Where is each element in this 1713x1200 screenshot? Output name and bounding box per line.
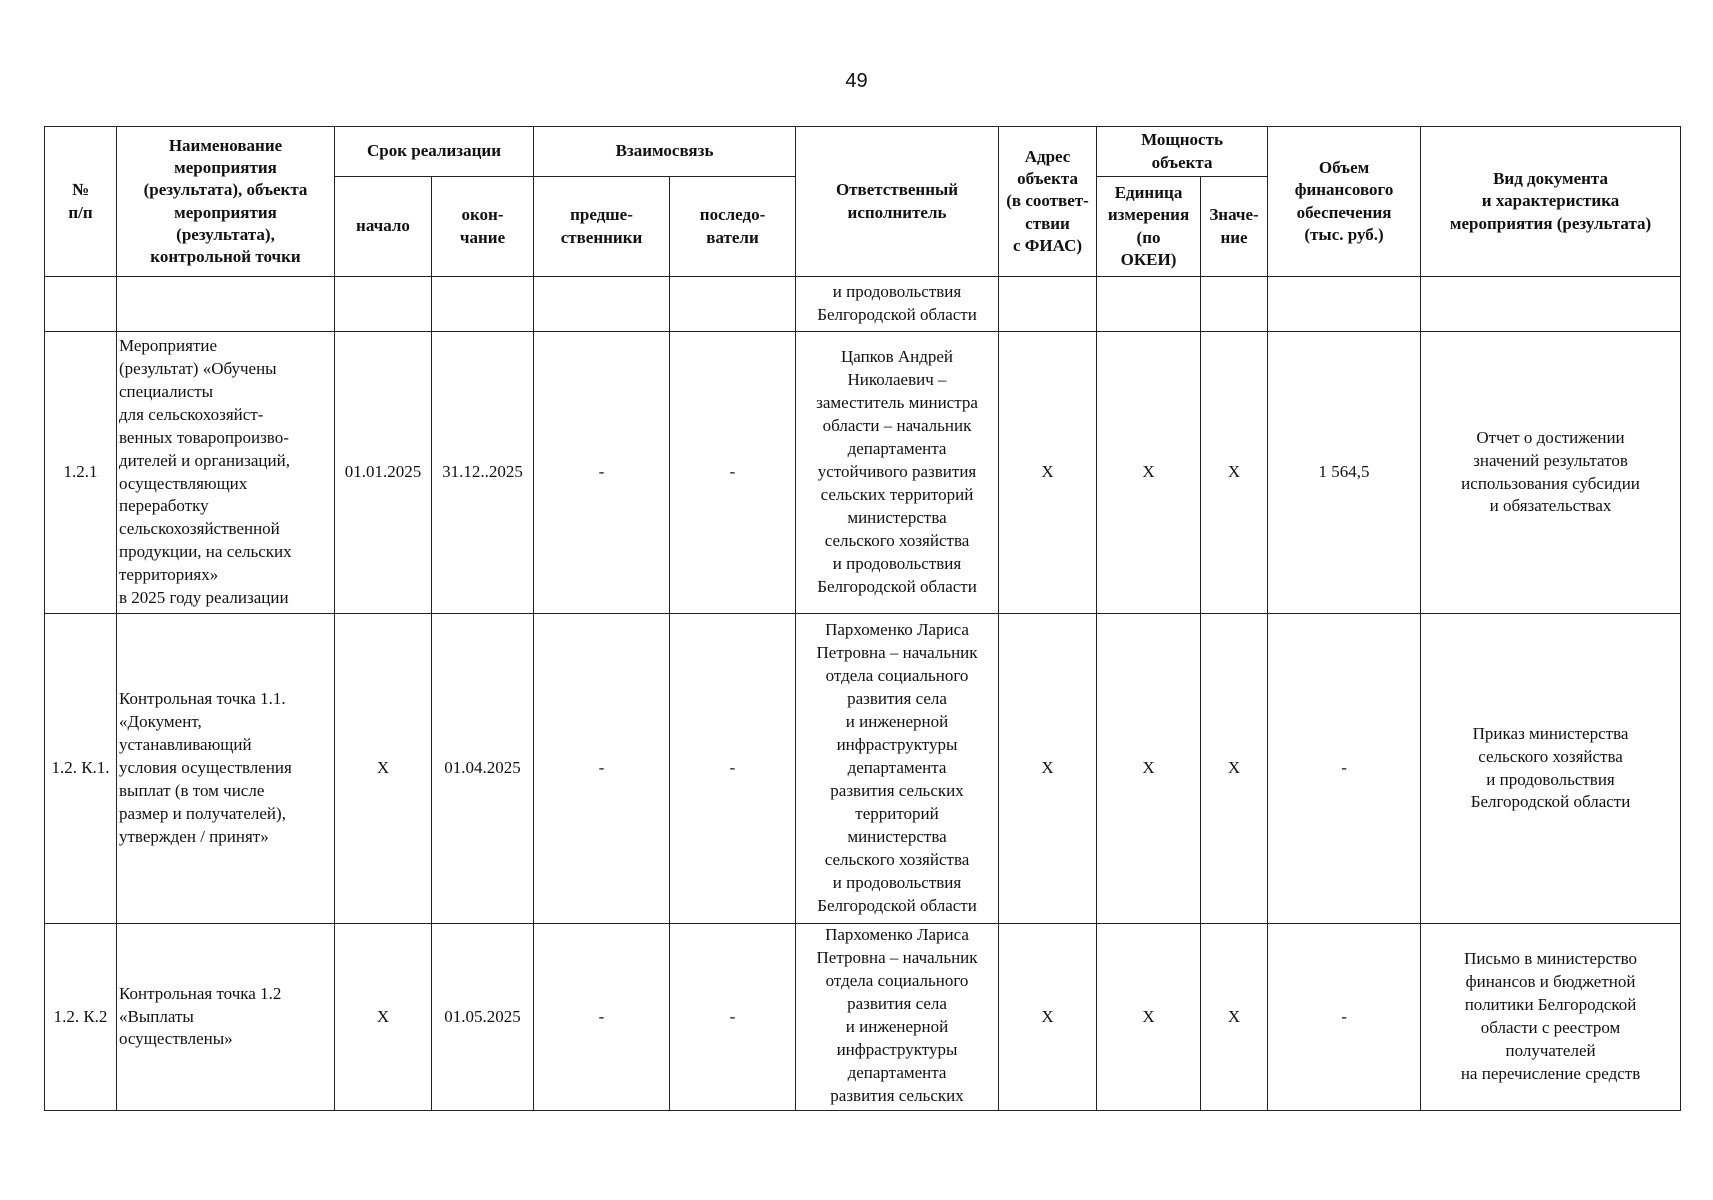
cell-address: Х: [999, 614, 1097, 924]
header-row-1: [45, 127, 1681, 177]
table-row: [45, 614, 1681, 924]
cell-num: 1.2.1: [45, 332, 117, 614]
cell-predecessors: -: [534, 614, 670, 924]
table-row: [45, 924, 1681, 1111]
header-num: № п/п: [45, 127, 117, 277]
table-row: [45, 277, 1681, 332]
cell-finance: 1 564,5: [1268, 332, 1421, 614]
cell-address: Х: [999, 332, 1097, 614]
cell-finance: [1268, 277, 1421, 332]
header-value: Значе- ние: [1201, 177, 1268, 277]
header-executor: Ответственный исполнитель: [796, 127, 999, 277]
cell-name: [117, 277, 335, 332]
header-start: начало: [335, 177, 432, 277]
cell-end: 01.04.2025: [432, 614, 534, 924]
cell-address: Х: [999, 924, 1097, 1111]
header-finance: Объем финансового обеспечения (тыс. руб.): [1268, 127, 1421, 277]
cell-value: Х: [1201, 332, 1268, 614]
header-capacity: Мощность объекта: [1097, 127, 1268, 177]
cell-successors: -: [670, 614, 796, 924]
cell-value: [1201, 277, 1268, 332]
cell-doc: Письмо в министерство финансов и бюджетной политики Белгородской области с реестром получателей на перечисление средств: [1421, 924, 1681, 1111]
cell-executor: Цапков Андрей Николаевич – заместитель министра области – начальник департамента устойчивого развития сельских территорий министерства сельского хозяйства и продовольствия Белгородской области: [796, 332, 999, 614]
cell-start: [335, 277, 432, 332]
header-relation: Взаимосвязь: [534, 127, 796, 177]
cell-unit: [1097, 277, 1201, 332]
cell-doc: Приказ министерства сельского хозяйства и продовольствия Белгородской области: [1421, 614, 1681, 924]
cell-num: [45, 277, 117, 332]
header-successors: последо- ватели: [670, 177, 796, 277]
cell-successors: -: [670, 924, 796, 1111]
cell-executor: Пархоменко Лариса Петровна – начальник отдела социального развития села и инженерной инфраструктуры департамента развития сельских территорий министерства сельского хозяйства и продовольствия Белгородской области: [796, 614, 999, 924]
cell-num: 1.2. К.2: [45, 924, 117, 1111]
header-end: окон- чание: [432, 177, 534, 277]
cell-successors: -: [670, 332, 796, 614]
cell-num: 1.2. К.1.: [45, 614, 117, 924]
cell-start: Х: [335, 924, 432, 1111]
cell-finance: -: [1268, 614, 1421, 924]
page-number: 49: [845, 70, 868, 92]
cell-start: 01.01.2025: [335, 332, 432, 614]
cell-end: 01.05.2025: [432, 924, 534, 1111]
header-predecessors: предше- ственники: [534, 177, 670, 277]
cell-predecessors: -: [534, 332, 670, 614]
cell-unit: Х: [1097, 332, 1201, 614]
cell-successors: [670, 277, 796, 332]
cell-end: 31.12..2025: [432, 332, 534, 614]
cell-name: Контрольная точка 1.1. «Документ, устанавливающий условия осуществления выплат (в том числе размер и получателей), утвержден / принят»: [117, 614, 335, 924]
cell-executor: Пархоменко Лариса Петровна – начальник отдела социального развития села и инженерной инфраструктуры департамента развития сельских: [796, 924, 999, 1111]
cell-name: Контрольная точка 1.2 «Выплаты осуществлены»: [117, 924, 335, 1111]
header-address: Адрес объекта (в соответ- ствии с ФИАС): [999, 127, 1097, 277]
header-period: Срок реализации: [335, 127, 534, 177]
cell-name: Мероприятие (результат) «Обучены специалисты для сельскохозяйст- венных товаропроизво- дителей и организаций, осуществляющих переработку сельскохозяйственной продукции, на сельских территориях» в 2025 году реализации: [117, 332, 335, 614]
cell-unit: Х: [1097, 924, 1201, 1111]
cell-end: [432, 277, 534, 332]
cell-doc: Отчет о достижении значений результатов использования субсидии и обязательствах: [1421, 332, 1681, 614]
cell-executor: и продовольствия Белгородской области: [796, 277, 999, 332]
cell-value: Х: [1201, 614, 1268, 924]
header-name: Наименование мероприятия (результата), объекта мероприятия (результата), контрольной точки: [117, 127, 335, 277]
cell-finance: -: [1268, 924, 1421, 1111]
header-unit: Единица измерения (по ОКЕИ): [1097, 177, 1201, 277]
cell-value: Х: [1201, 924, 1268, 1111]
cell-address: [999, 277, 1097, 332]
cell-doc: [1421, 277, 1681, 332]
cell-predecessors: -: [534, 924, 670, 1111]
header-doc: Вид документа и характеристика мероприятия (результата): [1421, 127, 1681, 277]
plan-table: [44, 126, 1681, 1111]
cell-start: Х: [335, 614, 432, 924]
cell-predecessors: [534, 277, 670, 332]
table-row: [45, 332, 1681, 614]
cell-unit: Х: [1097, 614, 1201, 924]
